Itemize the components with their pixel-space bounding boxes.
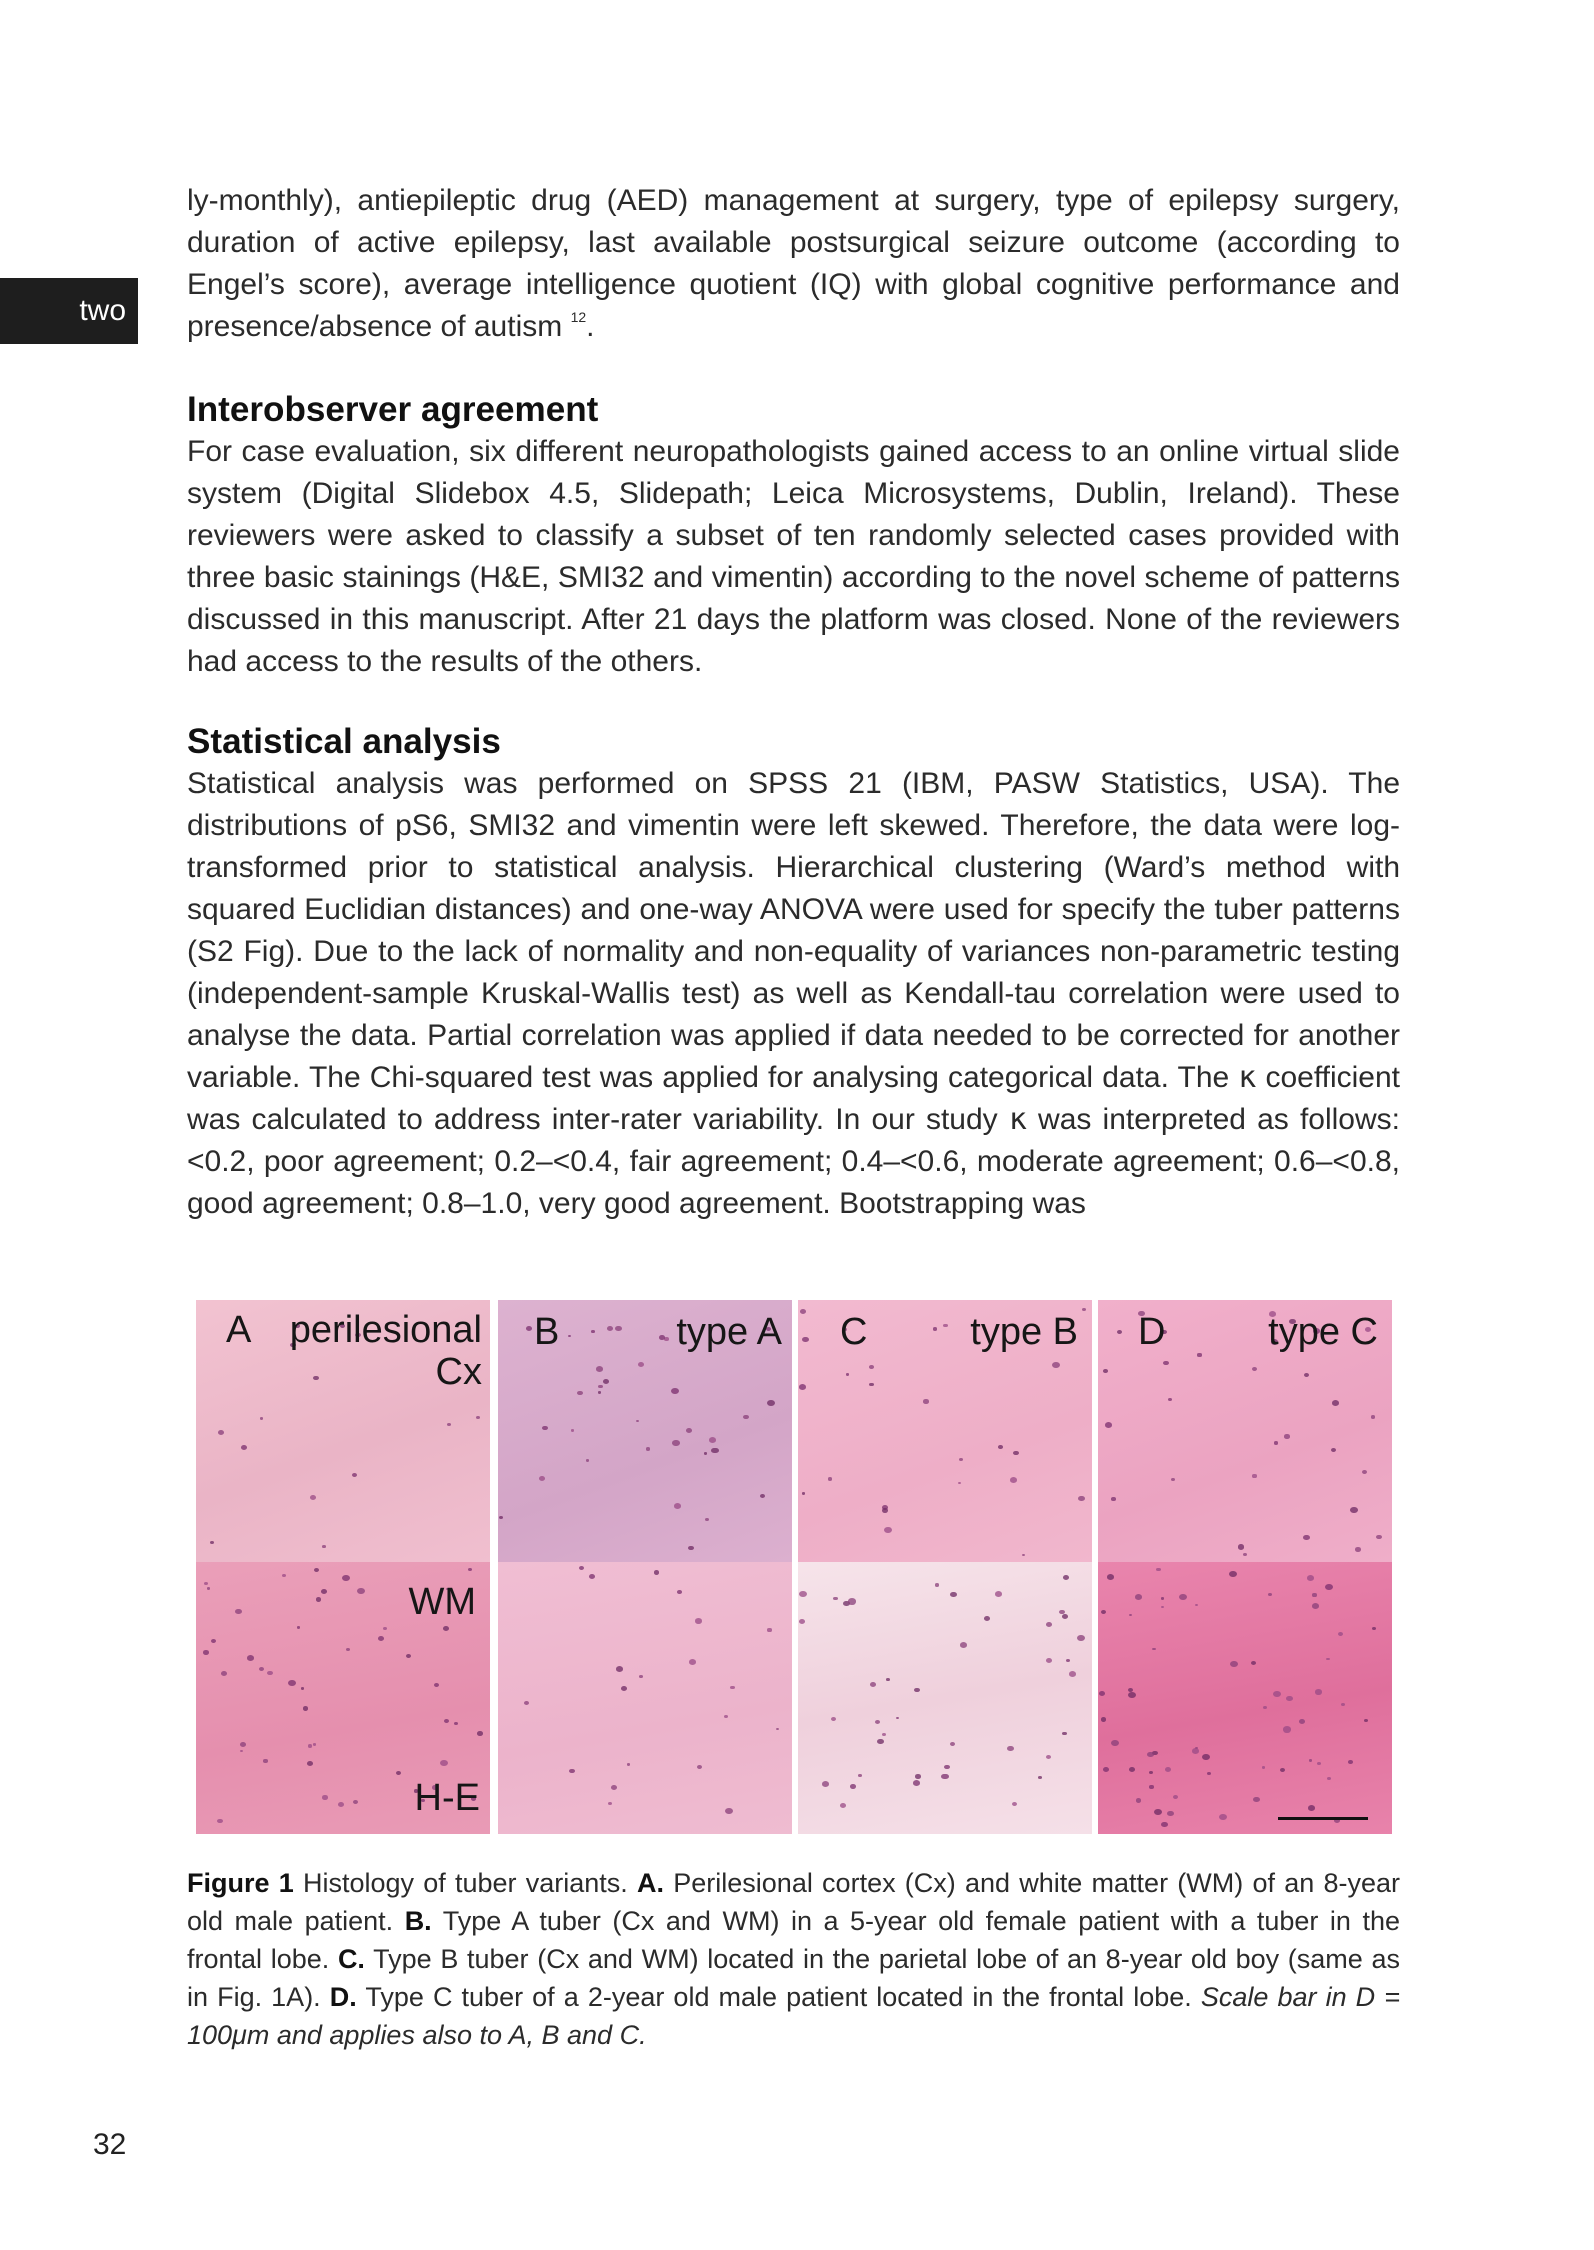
cell-nucleus <box>1046 1658 1053 1663</box>
cell-nucleus <box>247 1655 254 1661</box>
cell-nucleus <box>569 1769 574 1773</box>
cell-nucleus <box>1013 1451 1019 1455</box>
cell-nucleus <box>923 1399 928 1403</box>
cell-nucleus <box>615 1326 622 1332</box>
cell-nucleus <box>941 1774 948 1780</box>
cell-nucleus <box>659 1335 665 1340</box>
cell-nucleus <box>1219 1814 1227 1820</box>
cell-nucleus <box>767 1400 774 1406</box>
cell-nucleus <box>875 1720 880 1724</box>
cell-nucleus <box>799 1619 805 1624</box>
cell-nucleus <box>884 1527 892 1533</box>
panel-title: perilesional <box>289 1309 482 1351</box>
cell-nucleus <box>799 1384 807 1390</box>
cell-nucleus <box>933 1327 937 1330</box>
cell-nucleus <box>828 1477 833 1481</box>
cell-nucleus <box>342 1575 350 1581</box>
reference-superscript: 12 <box>570 309 587 325</box>
cell-nucleus <box>577 1391 583 1396</box>
cell-nucleus <box>1303 1535 1309 1540</box>
caption-text-a: Perilesional cortex (Cx) and white matter (WM) of an 8-year old male patient. <box>187 1868 1400 1936</box>
cell-nucleus <box>896 1717 899 1719</box>
cell-nucleus <box>526 1326 532 1331</box>
cell-nucleus <box>1101 1610 1106 1614</box>
section-paragraph <box>187 763 1400 1225</box>
cell-nucleus <box>586 1459 589 1461</box>
cell-nucleus <box>598 1391 601 1394</box>
cell-nucleus <box>1263 1706 1267 1709</box>
cell-nucleus <box>1307 1575 1314 1581</box>
cell-nucleus <box>1105 1422 1112 1428</box>
cell-nucleus <box>447 1423 451 1426</box>
cell-nucleus <box>524 1701 529 1705</box>
section-paragraph: For case evaluation, six different neuropathologists gained access to an online virtual slide system (Digital Slidebox 4.5, Slidepath; Leica Microsystems, Dublin, Ireland). These reviewers were asked to classify a subset of ten randomly selected cases provided with three basic stainings (H&E, SMI32 and vimentin) according to the novel scheme of patterns discussed in this manuscript. After 21 days the platform was closed. None of the reviewers had access to the results of the others. <box>187 435 1400 678</box>
cell-nucleus <box>1129 1767 1136 1772</box>
cell-nucleus <box>1372 1627 1376 1630</box>
cell-nucleus <box>314 1568 319 1572</box>
cell-nucleus <box>1252 1474 1256 1477</box>
cell-nucleus <box>709 1437 716 1443</box>
cell-nucleus <box>1312 1593 1316 1596</box>
cell-nucleus <box>882 1508 888 1513</box>
cell-nucleus <box>943 1324 948 1328</box>
cell-nucleus <box>1341 1703 1345 1706</box>
cell-nucleus <box>697 1765 702 1769</box>
cell-nucleus <box>1103 1767 1110 1773</box>
cell-nucleus <box>1161 1822 1167 1827</box>
chapter-tab: two <box>0 278 138 344</box>
cell-nucleus <box>454 1722 459 1726</box>
cell-layer <box>1098 1300 1392 1834</box>
cell-nucleus <box>477 1731 483 1736</box>
cell-nucleus <box>346 1648 350 1651</box>
cell-nucleus <box>322 1545 326 1548</box>
cell-nucleus <box>1167 1811 1174 1817</box>
cell-nucleus <box>831 1717 836 1721</box>
panel-title: type B <box>970 1311 1078 1353</box>
section-heading: Interobserver agreement <box>187 390 599 429</box>
cell-nucleus <box>1117 1330 1122 1334</box>
cell-nucleus <box>288 1680 296 1686</box>
cell-nucleus <box>240 1742 246 1747</box>
cell-nucleus <box>1111 1497 1115 1501</box>
cell-nucleus <box>603 1379 609 1384</box>
cell-nucleus <box>542 1426 547 1430</box>
cell-nucleus <box>1348 1760 1353 1764</box>
cell-nucleus <box>282 1574 286 1577</box>
cell-nucleus <box>1195 1604 1198 1606</box>
cell-nucleus <box>1069 1671 1076 1677</box>
cell-nucleus <box>1161 1606 1164 1609</box>
cell-nucleus <box>608 1802 613 1806</box>
cell-nucleus <box>440 1760 448 1766</box>
cell-nucleus <box>1312 1603 1320 1609</box>
cell-nucleus <box>1038 1776 1042 1779</box>
cell-nucleus <box>1273 1691 1281 1697</box>
cell-nucleus <box>1332 1400 1339 1406</box>
cell-nucleus <box>730 1686 735 1690</box>
caption-text-b: Type A tuber (Cx and WM) in a 5-year old female patient with a tuber in the frontal lobe. <box>187 1906 1400 1974</box>
figure-panel-c <box>798 1300 1092 1834</box>
cell-nucleus <box>1052 1362 1060 1368</box>
cell-nucleus <box>406 1654 411 1658</box>
cell-nucleus <box>1149 1785 1153 1788</box>
cell-nucleus <box>935 1583 939 1586</box>
cell-nucleus <box>1299 1719 1305 1724</box>
cell-nucleus <box>444 1719 449 1723</box>
section-heading: Statistical analysis <box>187 722 501 761</box>
cell-nucleus <box>695 1618 702 1624</box>
cell-nucleus <box>1230 1661 1237 1667</box>
cell-nucleus <box>960 1642 967 1648</box>
figure-panel-b <box>498 1300 792 1834</box>
cell-nucleus <box>944 1765 950 1770</box>
caption-label-b: B. <box>404 1906 432 1936</box>
cell-nucleus <box>959 1458 963 1461</box>
cell-nucleus <box>886 1678 890 1681</box>
cell-nucleus <box>313 1743 316 1746</box>
cell-nucleus <box>1010 1477 1017 1483</box>
cell-nucleus <box>611 1785 617 1790</box>
cell-nucleus <box>638 1362 645 1367</box>
cell-nucleus <box>1253 1797 1260 1803</box>
cell-nucleus <box>1364 1719 1368 1722</box>
cell-nucleus <box>1243 1553 1247 1556</box>
cell-nucleus <box>338 1802 344 1807</box>
cell-nucleus <box>1308 1805 1315 1811</box>
cell-nucleus <box>217 1819 222 1823</box>
cell-nucleus <box>689 1659 696 1665</box>
cell-nucleus <box>760 1494 765 1498</box>
caption-intro: Histology of tuber variants. <box>293 1868 638 1898</box>
cell-nucleus <box>1229 1571 1237 1577</box>
cell-nucleus <box>596 1366 603 1372</box>
cell-nucleus <box>1252 1367 1257 1371</box>
cell-nucleus <box>383 1627 387 1630</box>
cell-nucleus <box>303 1706 308 1710</box>
cell-nucleus <box>468 1568 472 1571</box>
figure-panel-d <box>1098 1300 1392 1834</box>
cell-nucleus <box>443 1626 449 1631</box>
cell-nucleus <box>322 1795 328 1799</box>
cell-nucleus <box>636 1420 639 1422</box>
cell-nucleus <box>995 1591 1002 1597</box>
cell-nucleus <box>639 1675 643 1678</box>
cell-nucleus <box>579 1566 584 1570</box>
cell-nucleus <box>378 1636 385 1641</box>
cell-nucleus <box>1327 1777 1331 1780</box>
cell-nucleus <box>313 1376 319 1381</box>
panel-title: type A <box>676 1311 782 1353</box>
cell-nucleus <box>1173 1795 1179 1799</box>
cell-nucleus <box>704 1452 708 1455</box>
caption-label-a: A. <box>637 1868 665 1898</box>
cell-nucleus <box>1099 1691 1105 1696</box>
cell-nucleus <box>241 1445 247 1450</box>
cell-nucleus <box>607 1326 613 1331</box>
cell-nucleus <box>316 1597 322 1602</box>
cell-nucleus <box>958 1482 961 1485</box>
cell-nucleus <box>1136 1798 1142 1802</box>
cell-nucleus <box>1129 1614 1132 1617</box>
cell-nucleus <box>1202 1754 1210 1760</box>
cell-nucleus <box>1168 1398 1172 1401</box>
cell-nucleus <box>1163 1361 1168 1365</box>
cell-nucleus <box>913 1780 921 1786</box>
cell-nucleus <box>767 1628 771 1631</box>
cell-nucleus <box>1171 1478 1175 1481</box>
cell-nucleus <box>1135 1594 1142 1600</box>
panel-subtitle: Cx <box>435 1351 482 1393</box>
cell-nucleus <box>353 1800 358 1804</box>
stats-text-2: coefficient was calculated to address inter-rater variability. In our study <box>187 1061 1400 1136</box>
cell-nucleus <box>822 1781 830 1787</box>
panel-letter: B <box>534 1311 560 1353</box>
caption-scale-note: Scale bar in D = 100μm and applies also to A, B and C. <box>187 1982 1400 2050</box>
cell-nucleus <box>1309 1759 1312 1762</box>
intro-paragraph <box>187 180 1400 348</box>
cell-nucleus <box>1179 1594 1187 1600</box>
cell-layer <box>498 1300 792 1834</box>
wm-label: WM <box>408 1581 476 1623</box>
cell-nucleus <box>352 1473 357 1477</box>
cell-nucleus <box>1274 1441 1278 1445</box>
cell-nucleus <box>677 1590 682 1594</box>
cell-nucleus <box>915 1774 921 1778</box>
cell-nucleus <box>297 1626 300 1629</box>
cell-nucleus <box>1286 1696 1293 1701</box>
scale-bar <box>1278 1817 1368 1820</box>
stats-text-1: Statistical analysis was performed on SPSS 21 (IBM, PASW Statistics, USA). The distributions of pS6, SMI32 and vimentin were left skewed. Therefore, the data were log-transformed prior to statistical analysis. Hierarchical clustering (Ward’s method with squared Euclidian distances) and one-way ANOVA were used for specify the tuber patterns (S2 Fig). Due to the lack of normality and non-equality of variances non-parametric testing (independent-sample Kruskal-Wallis test) as well as Kendall-tau correlation were used to analyse the data. Partial correlation was applied if data needed to be corrected for another variable. The Chi-squared test was applied for analysing categorical data. The <box>187 767 1400 1094</box>
cell-nucleus <box>1317 1762 1321 1765</box>
cell-nucleus <box>211 1639 216 1643</box>
cell-nucleus <box>1376 1535 1381 1539</box>
cell-nucleus <box>672 1440 679 1446</box>
cell-nucleus <box>1128 1692 1136 1698</box>
figure-panel-a <box>196 1300 490 1834</box>
page-number: 32 <box>93 2128 127 2161</box>
cell-nucleus <box>357 1588 364 1594</box>
cell-nucleus <box>725 1808 733 1814</box>
figure-caption <box>187 1864 1400 2054</box>
cell-nucleus <box>800 1309 806 1314</box>
cell-nucleus <box>591 1330 595 1333</box>
stain-label: H-E <box>414 1777 480 1819</box>
caption-text-d: Type C tuber of a 2-year old male patient located in the frontal lobe. <box>356 1982 1201 2012</box>
cell-nucleus <box>310 1495 316 1500</box>
cell-nucleus <box>674 1503 682 1509</box>
panel-letter: C <box>840 1311 868 1353</box>
section-interobserver <box>187 389 1400 683</box>
cell-nucleus <box>1147 1752 1154 1757</box>
cell-nucleus <box>210 1541 214 1544</box>
cell-nucleus <box>235 1609 242 1615</box>
cell-nucleus <box>240 1750 243 1752</box>
cell-nucleus <box>476 1416 480 1419</box>
cell-nucleus <box>1331 1448 1336 1452</box>
cell-nucleus <box>1355 1547 1361 1551</box>
cell-nucleus <box>203 1650 209 1655</box>
caption-label: Figure 1 <box>187 1868 294 1898</box>
cell-nucleus <box>1325 1584 1333 1590</box>
cell-nucleus <box>1062 1614 1068 1619</box>
cell-nucleus <box>711 1448 718 1454</box>
cell-nucleus <box>204 1582 209 1586</box>
cell-nucleus <box>846 1373 850 1376</box>
panel-title: type C <box>1268 1311 1378 1353</box>
cell-nucleus <box>776 1728 779 1730</box>
cell-nucleus <box>802 1492 806 1495</box>
cell-nucleus <box>267 1671 272 1675</box>
intro-end: . <box>586 310 595 343</box>
cell-nucleus <box>802 1337 809 1342</box>
cell-nucleus <box>1152 1648 1156 1651</box>
cell-nucleus <box>627 1763 631 1766</box>
cell-nucleus <box>882 1733 886 1736</box>
cell-nucleus <box>833 1597 837 1601</box>
cell-nucleus <box>1192 1748 1200 1754</box>
cell-nucleus <box>840 1803 846 1808</box>
cell-nucleus <box>850 1784 856 1789</box>
cell-nucleus <box>646 1447 650 1450</box>
cell-nucleus <box>207 1587 211 1590</box>
cell-nucleus <box>621 1686 627 1691</box>
cell-nucleus <box>1165 1767 1171 1772</box>
cell-nucleus <box>870 1682 876 1687</box>
cell-nucleus <box>1283 1726 1291 1732</box>
cell-nucleus <box>1262 1766 1265 1768</box>
cell-nucleus <box>869 1365 874 1369</box>
caption-text-c: Type B tuber (Cx and WM) located in the parietal lobe of an 8-year old boy (same as in Fig. 1A). <box>187 1944 1400 2012</box>
cell-nucleus <box>1238 1544 1245 1549</box>
cell-nucleus <box>434 1683 439 1687</box>
cell-nucleus <box>654 1570 659 1574</box>
figure-histology <box>196 1300 1392 1834</box>
cell-nucleus <box>308 1744 312 1747</box>
cell-nucleus <box>321 1589 327 1594</box>
cell-nucleus <box>589 1574 596 1579</box>
cell-nucleus <box>998 1445 1003 1449</box>
cell-nucleus <box>1284 1434 1289 1438</box>
cell-nucleus <box>218 1430 224 1435</box>
cell-nucleus <box>1149 1771 1153 1774</box>
cell-nucleus <box>1197 1353 1201 1356</box>
cell-nucleus <box>950 1742 955 1746</box>
cell-nucleus <box>950 1592 957 1597</box>
cell-nucleus <box>396 1771 401 1775</box>
cell-nucleus <box>1350 1507 1357 1513</box>
cell-nucleus <box>705 1518 709 1521</box>
cell-nucleus <box>858 1774 861 1777</box>
cell-nucleus <box>571 1429 574 1432</box>
cell-nucleus <box>914 1688 919 1692</box>
cell-nucleus <box>1207 1772 1211 1775</box>
cell-nucleus <box>1326 1658 1329 1661</box>
cell-nucleus <box>671 1388 679 1394</box>
intro-text: ly-monthly), antiepileptic drug (AED) management at surgery, type of epilepsy surgery, duration of active epilepsy, last available postsurgical seizure outcome (according to Engel’s score), average intelligence quotient (IQ) with global cognitive performance and presence/absence of autism <box>187 184 1400 343</box>
panel-letter: A <box>226 1309 252 1351</box>
cell-nucleus <box>1046 1622 1052 1627</box>
cell-nucleus <box>598 1385 602 1389</box>
cell-nucleus <box>799 1591 807 1597</box>
cell-nucleus <box>743 1415 748 1419</box>
cell-nucleus <box>1371 1415 1375 1418</box>
cell-nucleus <box>1022 1554 1025 1557</box>
cell-nucleus <box>686 1428 692 1433</box>
cell-nucleus <box>1107 1574 1114 1580</box>
cell-nucleus <box>1046 1755 1051 1759</box>
cell-nucleus <box>1315 1689 1321 1694</box>
cell-nucleus <box>1128 1688 1133 1692</box>
cell-nucleus <box>1251 1661 1256 1665</box>
cell-nucleus <box>664 1337 668 1341</box>
cell-nucleus <box>1012 1802 1018 1807</box>
cell-nucleus <box>1078 1496 1085 1502</box>
cell-layer <box>798 1300 1092 1834</box>
stats-text-3: was interpreted as follows: <0.2, poor agreement; 0.2–<0.4, fair agreement; 0.4–<0.6, moderate agreement; 0.6–<0.8, good agreement; 0.8–1.0, very good agreement. Bootstrapping was <box>187 1103 1400 1220</box>
cell-nucleus <box>1161 1597 1165 1600</box>
cell-nucleus <box>1066 1659 1070 1662</box>
cell-nucleus <box>616 1666 623 1672</box>
cell-nucleus <box>688 1546 693 1550</box>
cell-nucleus <box>877 1739 884 1745</box>
section-statistical <box>187 721 1400 1225</box>
cell-nucleus <box>1268 1593 1272 1596</box>
cell-nucleus <box>1077 1635 1085 1641</box>
cell-nucleus <box>984 1616 990 1621</box>
cell-nucleus <box>1280 1768 1285 1772</box>
cell-nucleus <box>1156 1568 1160 1572</box>
cell-nucleus <box>1304 1373 1309 1377</box>
cell-nucleus <box>1362 1470 1367 1474</box>
kappa-symbol: κ <box>1238 1060 1257 1095</box>
cell-nucleus <box>1062 1732 1066 1736</box>
kappa-symbol: κ <box>1008 1102 1027 1137</box>
cell-nucleus <box>1101 1717 1106 1721</box>
cell-nucleus <box>307 1761 313 1766</box>
cell-nucleus <box>724 1715 728 1718</box>
cell-nucleus <box>1154 1809 1162 1815</box>
cell-nucleus <box>221 1671 227 1676</box>
cell-nucleus <box>568 1335 571 1337</box>
cell-nucleus <box>848 1598 856 1604</box>
cell-nucleus <box>499 1516 503 1519</box>
cell-nucleus <box>539 1476 545 1481</box>
cell-nucleus <box>1082 1308 1086 1312</box>
cell-nucleus <box>259 1667 264 1671</box>
cell-nucleus <box>1103 1369 1108 1373</box>
cell-nucleus <box>1007 1746 1014 1751</box>
caption-label-c: C. <box>337 1944 365 1974</box>
cell-nucleus <box>263 1759 267 1762</box>
cell-nucleus <box>301 1687 304 1690</box>
panel-letter: D <box>1138 1311 1166 1353</box>
caption-label-d: D. <box>329 1982 357 2012</box>
cell-nucleus <box>1338 1632 1344 1637</box>
cell-nucleus <box>1111 1740 1118 1746</box>
cell-nucleus <box>1063 1575 1070 1580</box>
cell-nucleus <box>869 1383 874 1387</box>
cell-nucleus <box>260 1417 264 1420</box>
